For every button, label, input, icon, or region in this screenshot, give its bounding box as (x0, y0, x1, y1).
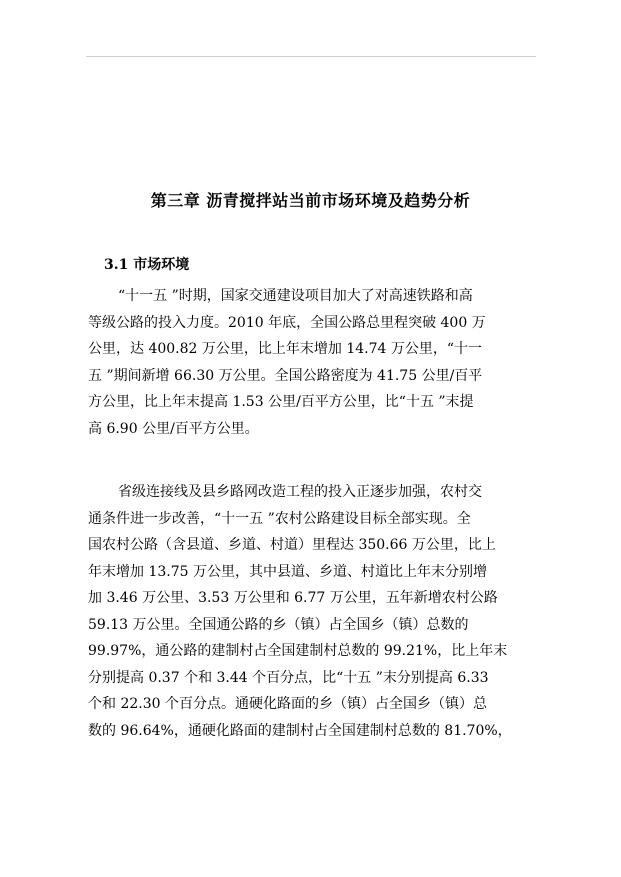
paragraph-line: 数的 96.64%，通硬化路面的建制村占全国建制村总数的 81.70%， (88, 722, 512, 739)
section-title: 3.1 市场环境 (104, 257, 190, 273)
paragraph-line: 分别提高 0.37 个和 3.44 个百分点，比“十五 ”末分别提高 6.33 (88, 669, 489, 686)
paragraph-line: 59.13 万公里。全国通公路的乡（镇）占全国乡（镇）总数的 (88, 616, 469, 633)
paragraph-2 (88, 479, 534, 744)
paragraph-line: 加 3.46 万公里、3.53 万公里和 6.77 万公里，五年新增农村公路 (88, 590, 498, 606)
paragraph-line: 年末增加 13.75 万公里，其中县道、乡道、村道比上年末分别增 (88, 563, 487, 580)
paragraph-line: 五 ”期间新增 66.30 万公里。全国公路密度为 41.75 公里/百平 (88, 367, 483, 384)
paragraph-line: 方公里，比上年末提高 1.53 公里/百平方公里，比“十五 ”末提 (88, 394, 474, 410)
paragraph-line: 公里，达 400.82 万公里，比上年末增加 14.74 万公里，“十一 (88, 341, 483, 357)
paragraph-line: 个和 22.30 个百分点。通硬化路面的乡（镇）占全国乡（镇）总 (88, 696, 487, 712)
chapter-title: 第三章 沥青搅拌站当前市场环境及趋势分析 (150, 191, 471, 210)
paragraph-line: 等级公路的投入力度。2010 年底，全国公路总里程突破 400 万 (88, 314, 486, 331)
paragraph-line: 高 6.90 公里/百平方公里。 (88, 420, 259, 437)
paragraph-line: 通条件进一步改善，“十一五 ”农村公路建设目标全部实现。全 (88, 510, 471, 527)
paragraph-line: 国农村公路（含县道、乡道、村道）里程达 350.66 万公里，比上 (88, 537, 496, 553)
paragraph-1 (88, 283, 534, 442)
header-rule (86, 56, 536, 57)
paragraph-line: 省级连接线及县乡路网改造工程的投入正逐步加强，农村交 (118, 484, 482, 500)
paragraph-line: 99.97%，通公路的建制村占全国建制村总数的 99.21%，比上年末 (88, 643, 508, 659)
paragraph-line: “十一五 ”时期，国家交通建设项目加大了对高速铁路和高 (118, 288, 473, 304)
